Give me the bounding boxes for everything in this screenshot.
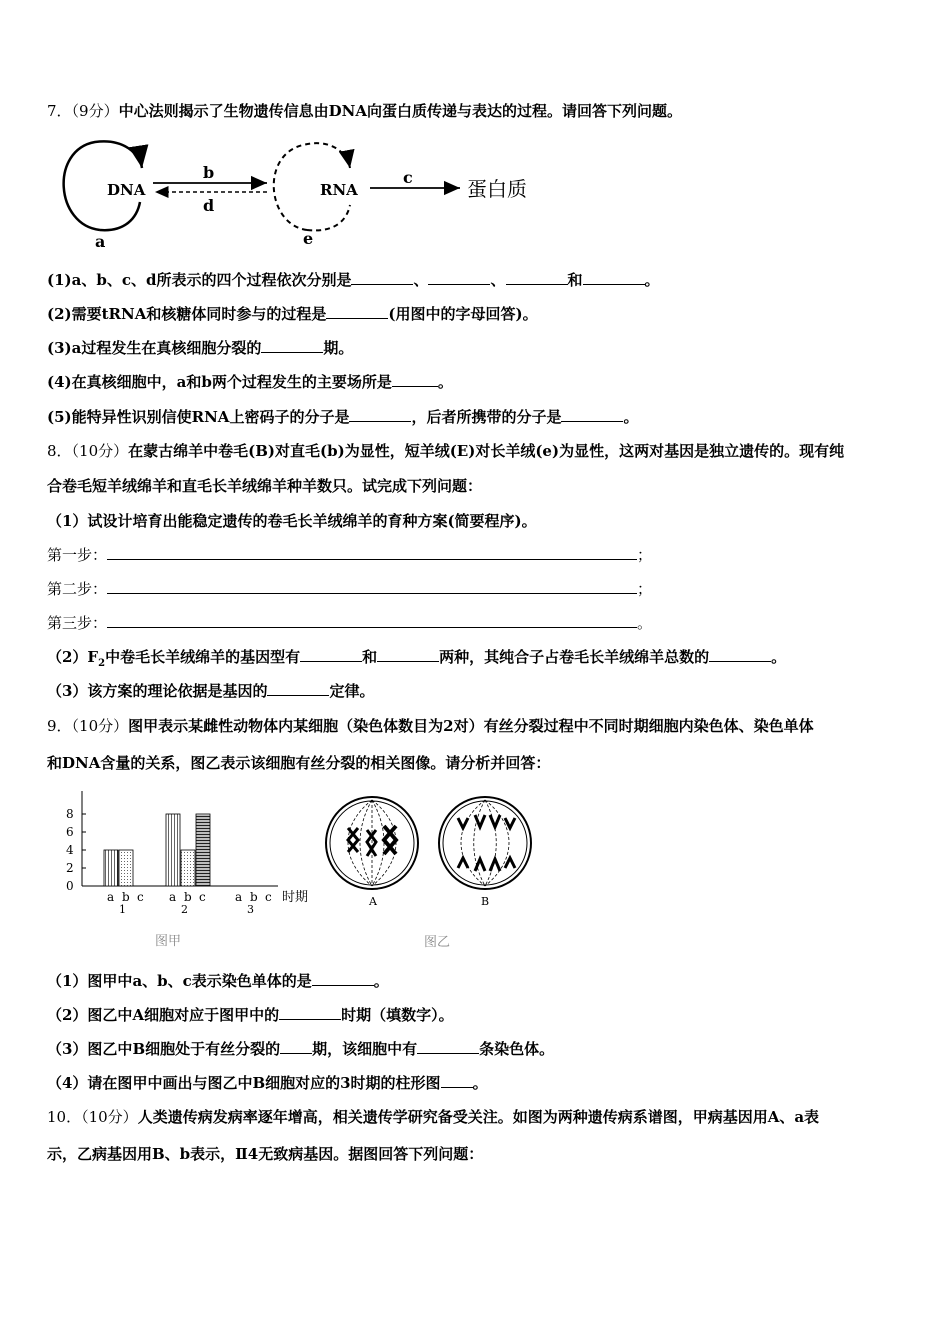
cell-a-label: A xyxy=(369,895,377,908)
answer-blank[interactable] xyxy=(279,1005,341,1020)
bar-label-b: b xyxy=(184,890,192,904)
answer-blank[interactable] xyxy=(583,270,645,285)
label-b: b xyxy=(203,163,215,182)
rna-label: RNA xyxy=(320,181,358,199)
q7-stem-line xyxy=(47,101,682,121)
bar-label-a: a xyxy=(107,890,115,904)
q8-step1: 第一步： ； xyxy=(47,546,653,564)
dna-label: DNA xyxy=(107,181,146,199)
bar-label-c: c xyxy=(265,890,272,904)
answer-blank[interactable] xyxy=(351,270,413,285)
q9-stem-line1: 9．（10分）图甲表示某雌性动物体内某细胞（染色体数目为2对）有丝分裂过程中不同时期细胞内染色体、染色单体 xyxy=(47,717,814,735)
q9-part2: （2）图乙中A细胞对应于图甲中的 时期（填数字）。 xyxy=(47,1006,454,1024)
bar-label-a: a xyxy=(169,890,177,904)
label-d: d xyxy=(203,196,215,215)
q7-stem: 中心法则揭示了生物遗传信息由DNA向蛋白质传递与表达的过程。请回答下列问题。 xyxy=(118,102,682,120)
q9-part4: （4）请在图甲中画出与图乙中B细胞对应的3时期的柱形图 。 xyxy=(47,1074,488,1092)
q8-stem-line2: 合卷毛短羊绒绵羊和直毛长羊绒绵羊种羊数只。试完成下列问题： xyxy=(47,477,483,495)
central-dogma-diagram xyxy=(45,130,565,255)
answer-blank[interactable] xyxy=(312,971,374,986)
answer-blank[interactable] xyxy=(506,270,568,285)
x-axis-label: 时期 xyxy=(282,890,309,905)
figure-jia-bar-chart xyxy=(60,785,320,950)
answer-blank[interactable] xyxy=(267,681,329,696)
cell-a xyxy=(326,797,418,908)
y-tick-label: 0 xyxy=(66,879,74,893)
answer-blank[interactable] xyxy=(561,407,623,422)
bar-period-2-a xyxy=(166,814,180,886)
bar-period-2-c xyxy=(196,814,210,886)
answer-blank[interactable] xyxy=(107,545,637,560)
period-label: 2 xyxy=(181,903,188,916)
answer-blank[interactable] xyxy=(392,372,438,387)
q7-part1: (1)a、b、c、d所表示的四个过程依次分别是 、 、 和 。 xyxy=(47,271,660,289)
q8-part3: （3）该方案的理论依据是基因的 定律。 xyxy=(47,682,375,700)
q9-part3: （3）图乙中B细胞处于有丝分裂的 期，该细胞中有 条染色体。 xyxy=(47,1040,555,1058)
q8-number: 8．（10分） xyxy=(47,442,129,460)
bar-period-1-b xyxy=(119,850,133,886)
q7-part5: (5)能特异性识别信使RNA上密码子的分子是 ，后者所携带的分子是 。 xyxy=(47,408,639,426)
bar-label-a: a xyxy=(235,890,243,904)
q9-part1: （1）图甲中a、b、c表示染色单体的是 。 xyxy=(47,972,389,990)
cell-b xyxy=(439,797,531,908)
cell-b-label: B xyxy=(481,895,490,908)
y-tick-label: 8 xyxy=(66,807,74,821)
q9-number: 9．（10分） xyxy=(47,717,129,735)
y-tick-label: 4 xyxy=(66,843,74,857)
period-label: 3 xyxy=(247,903,254,916)
q8-stem-line1: 8．（10分）在蒙古绵羊中卷毛(B)对直毛(b)为显性，短羊绒(E)对长羊绒(e)为显性，这两对基因是独立遗传的。现有纯 xyxy=(47,442,845,460)
bar-label-b: b xyxy=(122,890,130,904)
answer-blank[interactable] xyxy=(107,613,637,628)
q7-part3: (3)a过程发生在真核细胞分裂的 期。 xyxy=(47,339,354,357)
y-tick-label: 6 xyxy=(66,825,74,839)
q8-part1: （1）试设计培育出能稳定遗传的卷毛长羊绒绵羊的育种方案(简要程序)。 xyxy=(47,512,537,530)
bar-label-c: c xyxy=(199,890,206,904)
q8-part2: $(2)F_2$中卷毛长羊绒绵羊的基因型有 和 两种，其纯合子占卷毛长羊绒绵羊总数的 。 xyxy=(47,648,787,669)
label-a: a xyxy=(95,232,106,251)
answer-blank[interactable] xyxy=(417,1039,479,1054)
q10-number: 10．（10分） xyxy=(47,1108,138,1126)
label-c: c xyxy=(403,168,413,187)
q9-stem-line2: 和DNA含量的关系，图乙表示该细胞有丝分裂的相关图像。请分析并回答： xyxy=(47,754,551,772)
q10-stem-line2: 示，乙病基因用B、b表示，Ⅱ4无致病基因。据图回答下列问题： xyxy=(47,1145,484,1163)
answer-blank[interactable] xyxy=(300,647,362,662)
answer-blank[interactable] xyxy=(280,1039,312,1054)
y-tick-label: 2 xyxy=(66,861,74,875)
answer-blank[interactable] xyxy=(709,647,771,662)
q8-step3: 第三步： 。 xyxy=(47,614,653,632)
q8-step2: 第二步： ； xyxy=(47,580,653,598)
label-e: e xyxy=(303,229,314,248)
answer-blank[interactable] xyxy=(377,647,439,662)
bar-label-c: c xyxy=(137,890,144,904)
protein-label: 蛋白质 xyxy=(467,177,527,201)
answer-blank[interactable] xyxy=(349,407,411,422)
figure-jia-title: 图甲 xyxy=(155,934,182,949)
bar-period-1-a xyxy=(104,850,118,886)
q7-number: 7．（9分） xyxy=(47,102,119,120)
answer-blank[interactable] xyxy=(428,270,490,285)
figure-yi-cells xyxy=(320,790,560,950)
answer-blank[interactable] xyxy=(441,1073,473,1088)
answer-blank[interactable] xyxy=(326,304,388,319)
answer-blank[interactable] xyxy=(261,338,323,353)
figure-yi-title: 图乙 xyxy=(424,935,451,950)
bar-label-b: b xyxy=(250,890,258,904)
q7-part4: (4)在真核细胞中，a和b两个过程发生的主要场所是 。 xyxy=(47,373,453,391)
q10-stem-line1: 10．（10分）人类遗传病发病率逐年增高，相关遗传学研究备受关注。如图为两种遗传病系谱图，甲病基因用A、a表 xyxy=(47,1108,820,1126)
answer-blank[interactable] xyxy=(107,579,637,594)
period-label: 1 xyxy=(119,903,126,916)
q7-part2: (2)需要tRNA和核糖体同时参与的过程是 (用图中的字母回答)。 xyxy=(47,305,538,323)
bar-period-2-b xyxy=(181,850,195,886)
